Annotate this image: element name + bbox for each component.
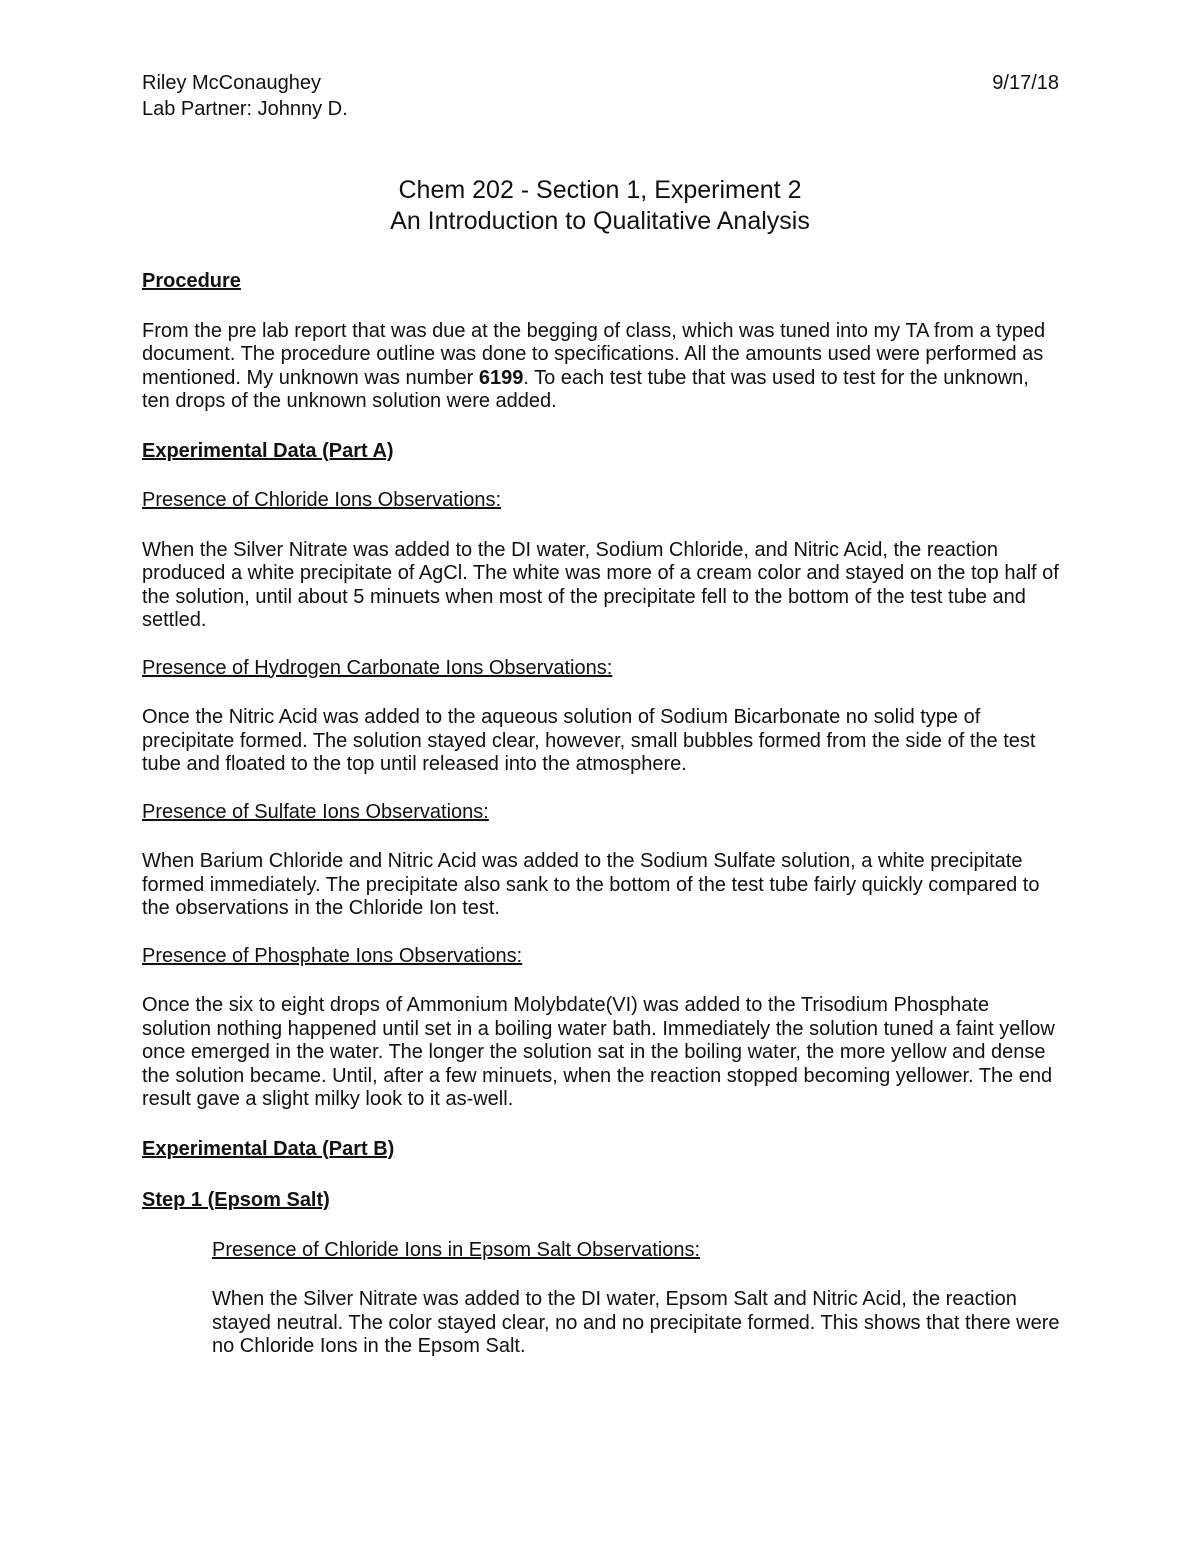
chloride-section-title: Presence of Chloride Ions Observations: [142,489,502,511]
carbonate-section-text: Once the Nitric Acid was added to the aqueous solution of Sodium Bicarbonate no solid type of precipitate formed. The solution stayed clear, however, small bubbles formed from the side of the test tube and floated to the top until released into the atmosphere. [142,706,1036,775]
epsom-chloride-title: Presence of Chloride Ions in Epsom Salt Observations: [212,1238,701,1261]
title-line-2: An Introduction to Qualitative Analysis [390,207,810,235]
phosphate-section-text: Once the six to eight drops of Ammonium Molybdate(VI) was added to the Trisodium Phosphate solution nothing happened until set in a boiling water bath. Immediately the solution tuned a faint yellow once emerged in the water. The longer the solution sat in the boiling water, the more yellow and dense the solution became. Until, after a few minuets, when the reaction stopped becoming yellower. The end result gave a slight milky look to it as-well. [142,994,1055,1110]
title-line-1: Chem 202 - Section 1, Experiment 2 [398,176,802,204]
part-a-heading: Experimental Data (Part A) [142,439,394,462]
part-b-heading: Experimental Data (Part B) [142,1137,395,1160]
report-body [142,270,1062,1359]
unknown-number: 6199 [478,366,524,389]
procedure-heading: Procedure [142,270,241,292]
author-name: Riley McConaughey [142,72,321,94]
procedure-text [142,320,1062,414]
header-left [142,70,348,122]
phosphate-section-title: Presence of Phosphate Ions Observations: [142,944,523,967]
procedure-text-end: . To each test tube that was used to test for the unknown, ten drops of the unknown solution were added. [142,366,1029,412]
sulfate-section-text: When Barium Chloride and Nitric Acid was added to the Sodium Sulfate solution, a white precipitate formed immediately. The precipitate also sank to the bottom of the test tube fairly quickly compared to the observations in the Chloride Ion test. [142,850,1040,919]
step-1-heading: Step 1 (Epsom Salt) [142,1189,330,1211]
lab-partner: Lab Partner: Johnny D. [142,98,348,120]
report-date: 9/17/18 [992,72,1059,94]
document-header [142,70,1059,122]
sulfate-section-title: Presence of Sulfate Ions Observations: [142,800,489,823]
epsom-chloride-text: When the Silver Nitrate was added to the DI water, Epsom Salt and Nitric Acid, the reaction stayed neutral. The color stayed clear, no and no precipitate formed. This shows that there were no Chloride Ions in the Epsom Salt. [212,1288,1060,1357]
carbonate-section-title: Presence of Hydrogen Carbonate Ions Observations: [142,656,613,679]
chloride-section-text: When the Silver Nitrate was added to the DI water, Sodium Chloride, and Nitric Acid, the reaction produced a white precipitate of AgCl. The white was more of a cream color and stayed on the top half of the solution, until about 5 minuets when most of the precipitate fell to the bottom of the test tube and settled. [142,538,1059,631]
procedure-text-start: From the pre lab report that was due at the begging of class, which was tuned into my TA from a typed document. The procedure outline was done to specifications. All the amounts used were performed as mentioned. My unknown was number [142,319,1046,389]
report-title [0,175,1200,237]
step-1-section [212,1239,1062,1359]
